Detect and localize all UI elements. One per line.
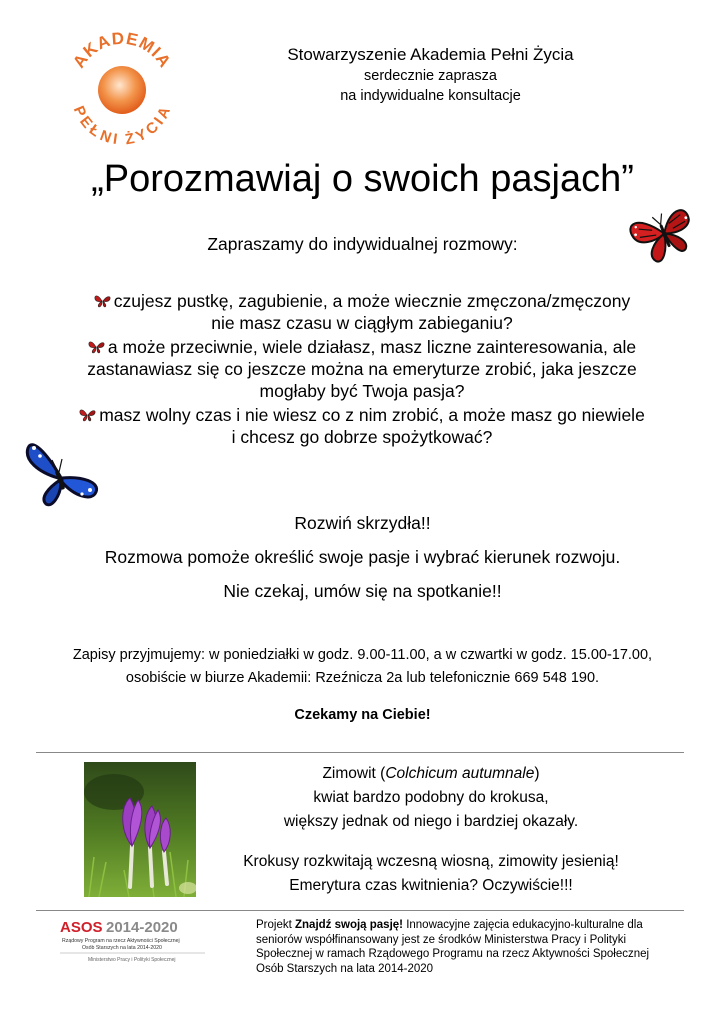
bullet-3-line2: i chcesz go dobrze spożytkować? xyxy=(231,427,493,447)
call-to-action: Czekamy na Ciebie! xyxy=(294,707,431,723)
flower-latin-name: Colchicum autumnale xyxy=(385,765,535,782)
bullet-butterfly-icon xyxy=(88,340,105,354)
schedule-line2: osobiście w biurze Akademii: Rzeźnicza 2a lub telefonicznie 669 548 190. xyxy=(125,670,600,686)
flower-line3: większy jednak od niego i bardziej okazały. xyxy=(283,813,579,830)
motivation-block xyxy=(0,508,725,606)
flower-line4: Krokusy rozkwitają wczesną wiosną, zimowity jesienią! xyxy=(243,853,619,870)
org-name: Stowarzyszenie Akademia Pełni Życia xyxy=(287,45,574,64)
org-invite-line2: na indywidualne konsultacje xyxy=(340,88,521,104)
list-item xyxy=(72,336,652,402)
logo-text-top: AKADEMIA xyxy=(69,28,175,72)
logo-text-bottom: PEŁNI ŻYCIA xyxy=(69,103,175,149)
asos-years: 2014-2020 xyxy=(106,919,178,936)
svg-text:AKADEMIA xyxy=(69,29,175,72)
flower-line5: Emerytura czas kwitnienia? Oczywiście!!! xyxy=(289,877,573,894)
bullet-2-line1: a może przeciwnie, wiele działasz, masz liczne zainteresowania, ale xyxy=(107,337,637,357)
org-header xyxy=(248,44,613,106)
bullet-butterfly-icon xyxy=(94,294,111,308)
asos-brand: ASOS xyxy=(60,919,103,936)
asos-logo-icon xyxy=(60,918,210,966)
project-footer: Projekt Znajdź swoją pasję! Innowacyjne zajęcia edukacyjno-kulturalne dla seniorów współfinansowany jest ze środków Ministerstwa Pracy i Polityki Społecznej w ramach Rządowego Programu na rzecz Aktywności Społecznej Osób Starszych na lata 2014-2020 xyxy=(256,919,650,975)
flower-description xyxy=(226,762,636,898)
flower-name: Zimowit (Colchicum autumnale) xyxy=(322,765,540,782)
asos-sub3: Ministerstwo Pracy i Polityki Społecznej xyxy=(88,957,176,963)
list-item xyxy=(72,404,652,448)
bullet-butterfly-icon xyxy=(79,408,96,422)
bullet-2-line3: mogłaby być Twoja pasja? xyxy=(259,381,465,401)
question-list xyxy=(72,290,652,450)
project-name: Znajdź swoją pasję! xyxy=(295,919,403,931)
bullet-3-line1: masz wolny czas i nie wiesz co z nim zrobić, a może masz go niewiele xyxy=(99,405,645,425)
wings-line1: Rozwiń skrzydła!! xyxy=(294,513,431,533)
list-item xyxy=(72,290,652,334)
divider xyxy=(36,752,684,753)
invite-heading: Zapraszamy do indywidualnej rozmowy: xyxy=(207,234,518,254)
wings-line2: Rozmowa pomoże określić swoje pasje i wybrać kierunek rozwoju. xyxy=(104,547,621,567)
asos-sub1: Rządowy Program na rzecz Aktywności Społecznej xyxy=(62,938,180,944)
bullet-1-line1: czujesz pustkę, zagubienie, a może wiecznie zmęczona/zmęczony xyxy=(113,291,631,311)
akademia-logo-icon xyxy=(60,22,185,152)
schedule-line1: Zapisy przyjmujemy: w poniedziałki w godz. 9.00-11.00, a w czwartki w godz. 15.00-17.00, xyxy=(72,647,653,663)
divider xyxy=(36,910,684,911)
crocus-photo xyxy=(84,762,196,897)
flower-line2: kwiat bardzo podobny do krokusa, xyxy=(313,789,549,806)
blue-butterfly-icon xyxy=(24,432,102,510)
asos-sub2: Osób Starszych na lata 2014-2020 xyxy=(82,945,162,951)
wings-line3: Nie czekaj, umów się na spotkanie!! xyxy=(223,581,502,601)
org-invite-line1: serdecznie zaprasza xyxy=(364,68,497,84)
bullet-1-line2: nie masz czasu w ciągłym zabieganiu? xyxy=(211,313,513,333)
bullet-2-line2: zastanawiasz się co jeszcze można na emeryturze zrobić, jaka jeszcze xyxy=(87,359,637,379)
page-title: „Porozmawiaj o swoich pasjach” xyxy=(91,158,634,200)
schedule-info xyxy=(0,644,725,690)
